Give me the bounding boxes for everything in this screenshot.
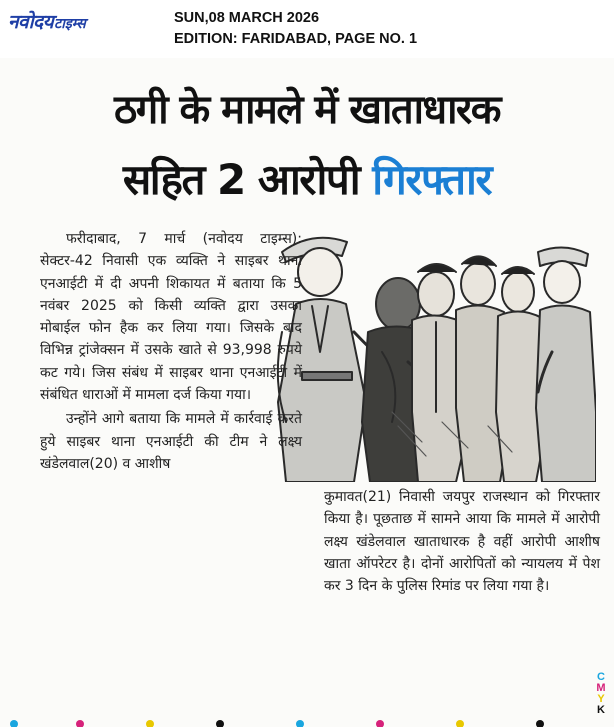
edition-text: EDITION: FARIDABAD, PAGE NO. 1 [174,31,418,47]
cmyk-letter: Y [597,693,605,705]
cmyk-print-mark [593,672,609,716]
dateline [174,8,417,50]
masthead [0,0,614,56]
article-paragraph: उन्होंने आगे बताया कि मामले में कार्रवाई करते हुये साइबर थाना एनआईटी की टीम ने लक्ष्य खंडेलवाल(20) व आशीष [40,411,302,472]
cmyk-letter: K [597,704,605,716]
article-paragraph: फरीदाबाद, 7 मार्च (नवोदय टाइम्स): सेक्टर-42 निवासी एक व्यक्ति ने साइबर थाना एनआईटी में दी अपनी शिकायत में बताया कि 5 नवंबर 2025 को किसी व्यक्ति द्वारा उसका मोबाईल फोन हैक कर लिया गया। जिसके बाद विभिन्न ट्रांजेक्सन में उसके खाते से 93,998 रुपये कट गये। जिस संबंध में साइबर थाना एनआईटी में संबंधित धाराओं में मामला दर्ज किया गया। [40,231,302,404]
logo-sub-text: टाइम्स [54,16,86,32]
logo-main-text: नवोदय [8,11,54,33]
article-left-column [40,228,302,477]
newspaper-logo [8,8,86,34]
cmyk-letter: M [596,682,606,694]
headline-text: सहित 2 आरोपी [122,155,373,204]
headline-line-2 [0,150,614,207]
date-text: SUN,08 MARCH 2026 [174,10,320,26]
registration-marks [0,716,614,727]
headline-line-1: ठगी के मामले में खाताधारक [113,87,501,133]
cmyk-letter: C [597,671,605,683]
headline-accent-text: गिरफ्तार [372,155,492,204]
article-paragraph: कुमावत(21) निवासी जयपुर राजस्थान को गिरफ्तार किया है। पूछताछ में सामने आया कि मामले में आरोपी लक्ष्य खंडेलवाल खाताधारक है वहीं आरोपी आशीष खाता ऑपरेटर है। दोनों आरोपितों को न्यायलय में पेश कर 3 दिन के पुलिस रिमांड पर लिया गया है। [324,489,600,595]
article-right-column [324,486,600,597]
